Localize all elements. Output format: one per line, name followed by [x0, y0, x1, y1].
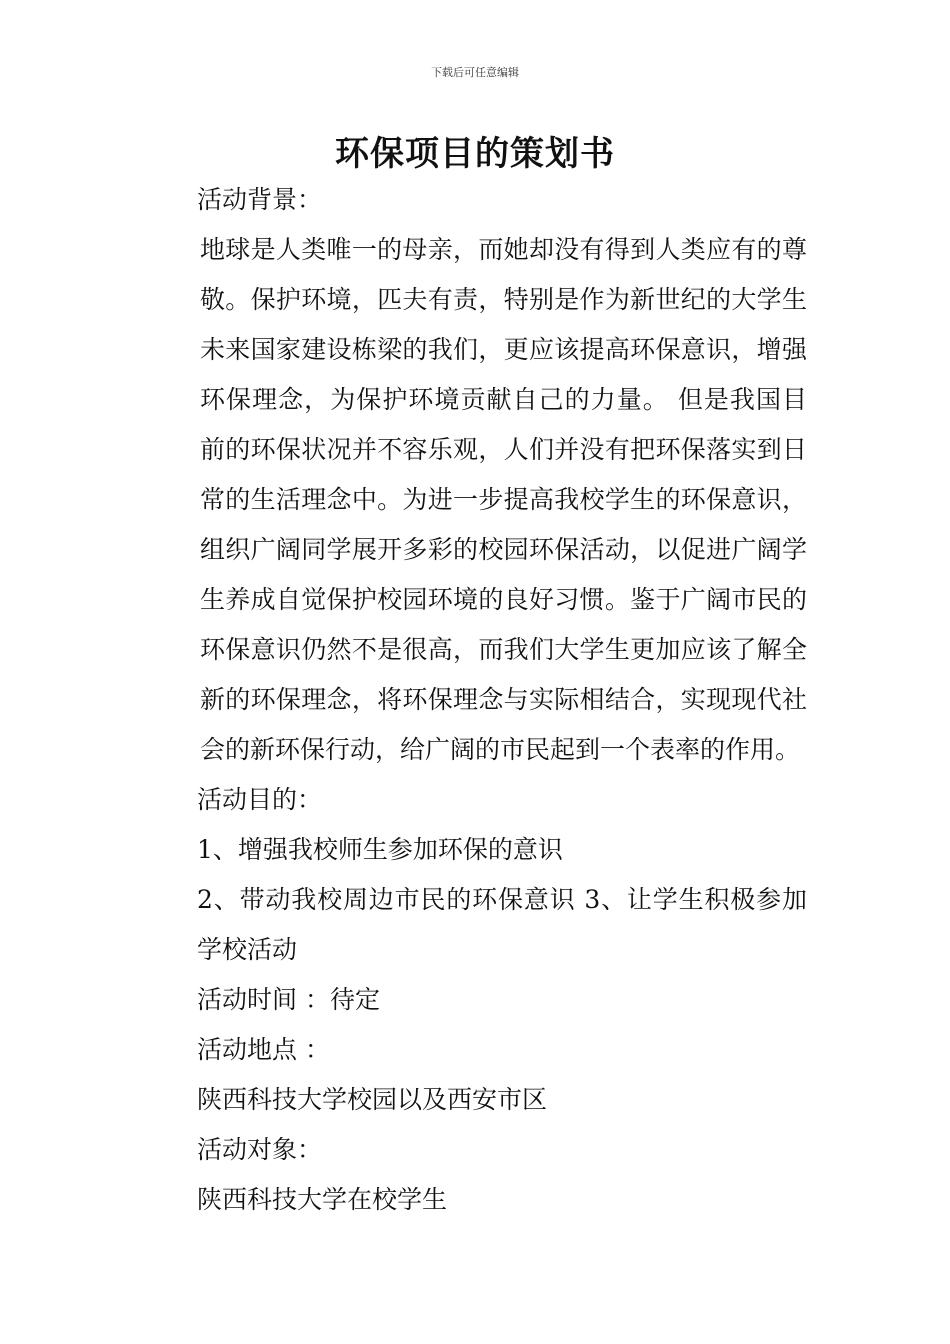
document-title: 环保项目的策划书 [335, 134, 615, 174]
location-value: 陕西科技大学校园以及西安市区 [197, 1085, 548, 1114]
background-heading: 活动背景： [197, 185, 323, 214]
background-paragraph: 地球是人类唯一的母亲，而她却没有得到人类应有的尊敬。保护环境，匹夫有责，特别是作为新世纪的大学生未来国家建设栋梁的我们，更应该提高环保意识，增强环保理念，为保护环境贡献自己的力量。 但是我国目前的环保状况并不容乐观，人们并没有把环保落实到日常的生活理念中。为进一步提高我校学生的环保意识，组织广阔同学展开多彩的校园环保活动，以促进广阔学生养成自觉保护校园环境的良好习惯。鉴于广阔市民的环保意识仍然不是很高，而我们大学生更加应该了解全新的环保理念，将环保理念与实际相结合，实现现代社会的新环保行动，给广阔的市民起到一个表率的作用。 [200, 235, 807, 764]
location-heading: 活动地点 ： [197, 1035, 330, 1064]
purpose-item-1: 1、增强我校师生参加环保的意识 [197, 835, 563, 864]
audience-heading: 活动对象： [197, 1135, 323, 1164]
purpose-heading: 活动目的： [197, 785, 323, 814]
time-line: 活动时间 ：待定 [197, 985, 380, 1014]
document-body [145, 175, 807, 1225]
audience-value: 陕西科技大学在校学生 [197, 1185, 448, 1214]
header-note: 下载后可任意编辑 [431, 66, 519, 79]
purpose-item-2: 2、带动我校周边市民的环保意识 3、让学生积极参加学校活动 [197, 885, 807, 964]
